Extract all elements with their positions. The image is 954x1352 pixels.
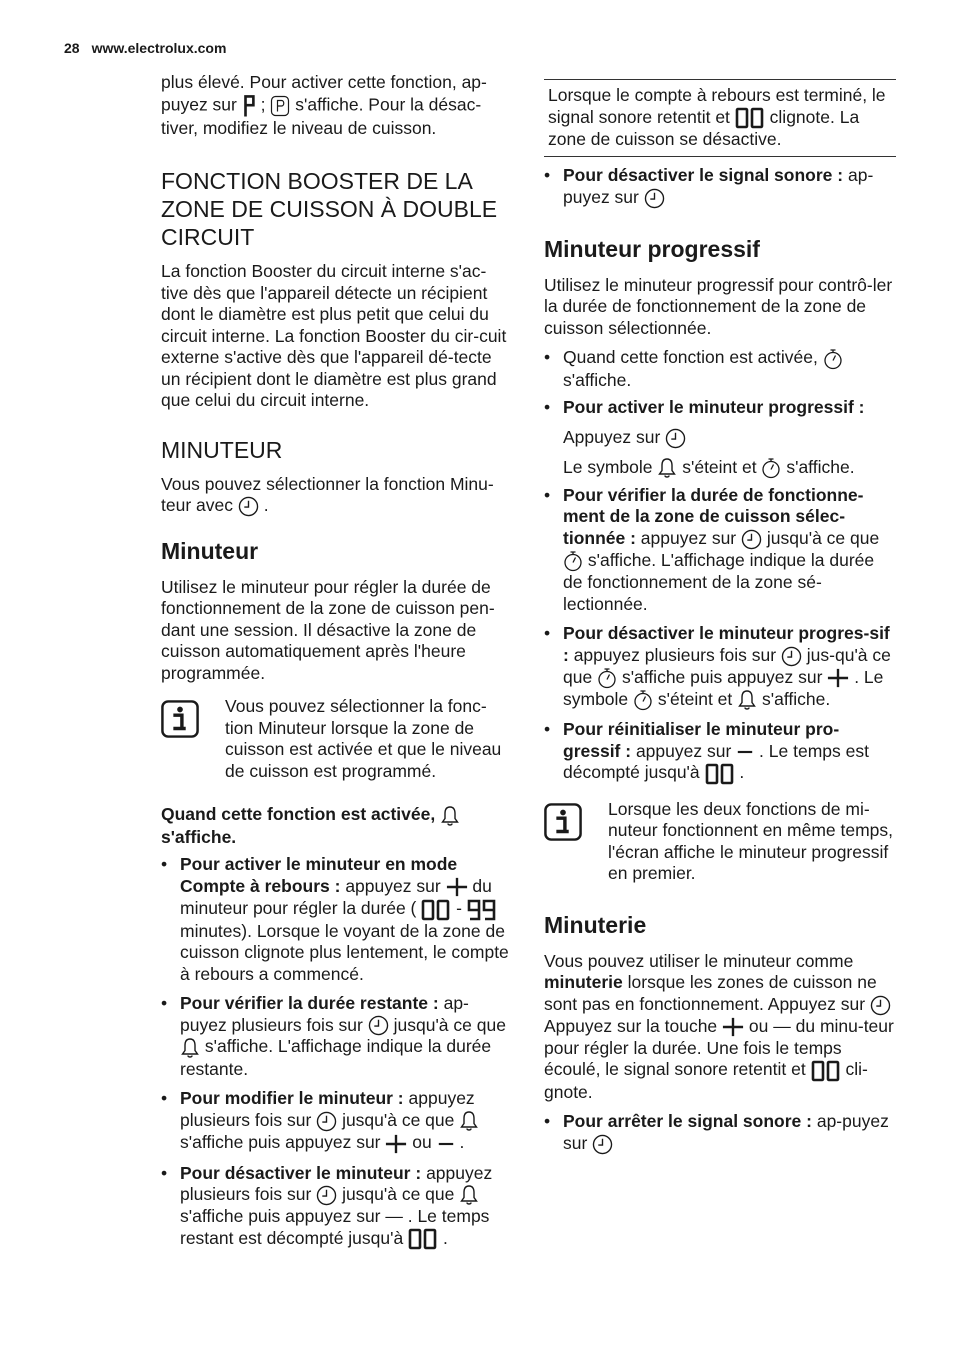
stopwatch-icon <box>761 457 781 479</box>
minuterie-paragraph: Vous pouvez utiliser le minuteur comme minuterie lorsque les zones de cuisson ne sont pas en fonctionnement. Appuyez sur <box>544 951 896 1016</box>
info-note <box>544 799 896 885</box>
p-button-icon <box>270 95 290 117</box>
booster-paragraph: La fonction Booster du circuit interne s'ac-tive dès que l'appareil détecte un récipient dont le diamètre est plus petit que celui du circuit interne. La fonction Booster du cir-cuit externe s'active dès que l'appareil dé-tecte un récipient dont le diamètre est plus grand que celui du circuit interne. <box>161 261 507 410</box>
clock-icon <box>368 1015 389 1036</box>
bell-icon <box>459 1184 479 1206</box>
minus-icon <box>736 743 754 761</box>
plus-icon <box>446 876 468 898</box>
list-item: • Pour modifier le minuteur : appuyez plusieurs fois sur jusqu'à ce que s'affiche puis appuyez sur ou . <box>161 1088 513 1154</box>
display-00-icon <box>421 899 451 921</box>
info-text: Vous pouvez sélectionner la fonc-tion Minuteur lorsque la zone de cuisson est activée et que le niveau de cuisson est programmé. <box>225 696 502 781</box>
list-item: • Pour activer le minuteur progressif : Appuyez sur Le symbole s'éteint et s'affiche. <box>544 397 896 479</box>
stopwatch-icon <box>823 348 843 370</box>
minuteur-paragraph: Utilisez le minuteur pour régler la durée de fonctionnement de la zone de cuisson pen-dant une session. Il désactive la zone de cuisson automatiquement après l'heure programmée. <box>161 576 495 683</box>
info-text: Lorsque les deux fonctions de mi-nuteur fonctionnent en même temps, l'écran affiche le minuteur progressif en premier. <box>608 798 894 884</box>
stopwatch-icon <box>633 689 653 711</box>
clock-icon <box>316 1111 337 1132</box>
list-item: • Pour réinitialiser le minuteur pro-gressif : appuyez sur . Le temps est décompté jusqu'à . <box>544 719 896 784</box>
bell-icon <box>737 689 757 711</box>
clock-icon <box>316 1185 337 1206</box>
bell-icon <box>180 1037 200 1059</box>
clock-icon <box>741 529 762 550</box>
bell-icon <box>440 805 460 827</box>
progressif-list <box>544 347 896 784</box>
clock-icon <box>870 995 891 1016</box>
plus-icon <box>385 1133 407 1155</box>
list-item: • Quand cette fonction est activée, s'affiche. <box>544 347 896 391</box>
plus-icon <box>827 667 849 689</box>
clock-icon <box>781 646 802 667</box>
minuterie-heading: Minuterie <box>544 911 647 938</box>
minuteur-list <box>161 854 513 1250</box>
clock-icon <box>238 496 259 517</box>
info-icon <box>544 803 582 841</box>
minuteur-progressif-heading: Minuteur progressif <box>544 235 760 262</box>
list-item: • Pour désactiver le signal sonore : ap-puyez sur <box>544 165 896 208</box>
quand-activee: Quand cette fonction est activée, s'affiche. <box>161 804 513 848</box>
intro-paragraph: plus élevé. Pour activer cette fonction, ap-puyez sur ; s'affiche. Pour la désac-tiver, modifiez le niveau de cuisson. <box>161 72 487 138</box>
display-00-icon <box>408 1228 438 1250</box>
site-url: www.electrolux.com <box>91 40 227 56</box>
display-00-icon <box>735 107 765 129</box>
minuteur-caps-heading: MINUTEUR <box>161 436 283 463</box>
list-item: • Pour désactiver le minuteur : appuyez plusieurs fois sur jusqu'à ce que s'affiche puis appuyez sur — . Le temps restant est décompté jusqu'à . <box>161 1163 513 1251</box>
info-icon <box>161 700 199 738</box>
display-00-icon <box>705 763 735 785</box>
minuteur-heading: Minuteur <box>161 537 259 564</box>
page-header <box>64 38 226 60</box>
bell-icon <box>657 457 677 479</box>
info-note <box>161 696 513 782</box>
display-99-icon <box>467 899 497 921</box>
clock-icon <box>644 188 665 209</box>
minuteur-intro: Vous pouvez sélectionner la fonction Minu-teur avec . <box>161 473 494 515</box>
minus-icon <box>437 1135 455 1153</box>
list-item: • Pour vérifier la durée de fonctionne-ment de la zone de cuisson sélec-tionnée : appuyez sur jusqu'à ce que s'affiche. L'affichage indique la durée de fonctionnement de la zone sé-lectionnée. <box>544 485 896 615</box>
progressif-paragraph: Utilisez le minuteur progressif pour contrô-ler la durée de fonctionnement de la zone de cuisson sélectionnée. <box>544 274 893 338</box>
list-item: • Pour arrêter le signal sonore : ap-puyez sur <box>544 1111 896 1154</box>
clock-icon <box>592 1134 613 1155</box>
clock-icon <box>665 428 686 449</box>
plus-icon <box>722 1016 744 1038</box>
stopwatch-icon <box>563 550 583 572</box>
countdown-note-box: Lorsque le compte à rebours est terminé, le signal sonore retentit et clignote. La zone de cuisson se désactive. <box>544 79 896 157</box>
booster-heading: FONCTION BOOSTER DE LA ZONE DE CUISSON À DOUBLE CIRCUIT <box>161 168 498 250</box>
right-column <box>544 79 896 1155</box>
display-00-icon <box>811 1060 841 1082</box>
bell-icon <box>459 1110 479 1132</box>
list-item: • Pour activer le minuteur en mode Compte à rebours : appuyez sur du minuteur pour régler la durée ( - minutes). Lorsque le voyant de la zone de cuisson clignote plus lentement, le compte à rebours a commencé. <box>161 854 513 985</box>
signal-list <box>544 165 896 208</box>
page-number: 28 <box>64 40 80 56</box>
arret-list <box>544 1111 896 1154</box>
minuterie-paragraph-2: Appuyez sur la touche ou — du minu-teur pour régler la durée. Une fois le temps écoulé, le signal sonore retentit et cli-gnote. <box>544 1015 894 1102</box>
left-column <box>161 72 513 1250</box>
list-item: • Pour désactiver le minuteur progres-sif : appuyez plusieurs fois sur jus-qu'à ce que s'affiche puis appuyez sur . Le symbole s'éteint et s'affiche. <box>544 623 896 711</box>
stopwatch-icon <box>597 667 617 689</box>
p-segment-icon <box>242 94 256 118</box>
list-item: • Pour vérifier la durée restante : ap-puyez plusieurs fois sur jusqu'à ce que s'affiche. L'affichage indique la durée restante. <box>161 993 513 1080</box>
